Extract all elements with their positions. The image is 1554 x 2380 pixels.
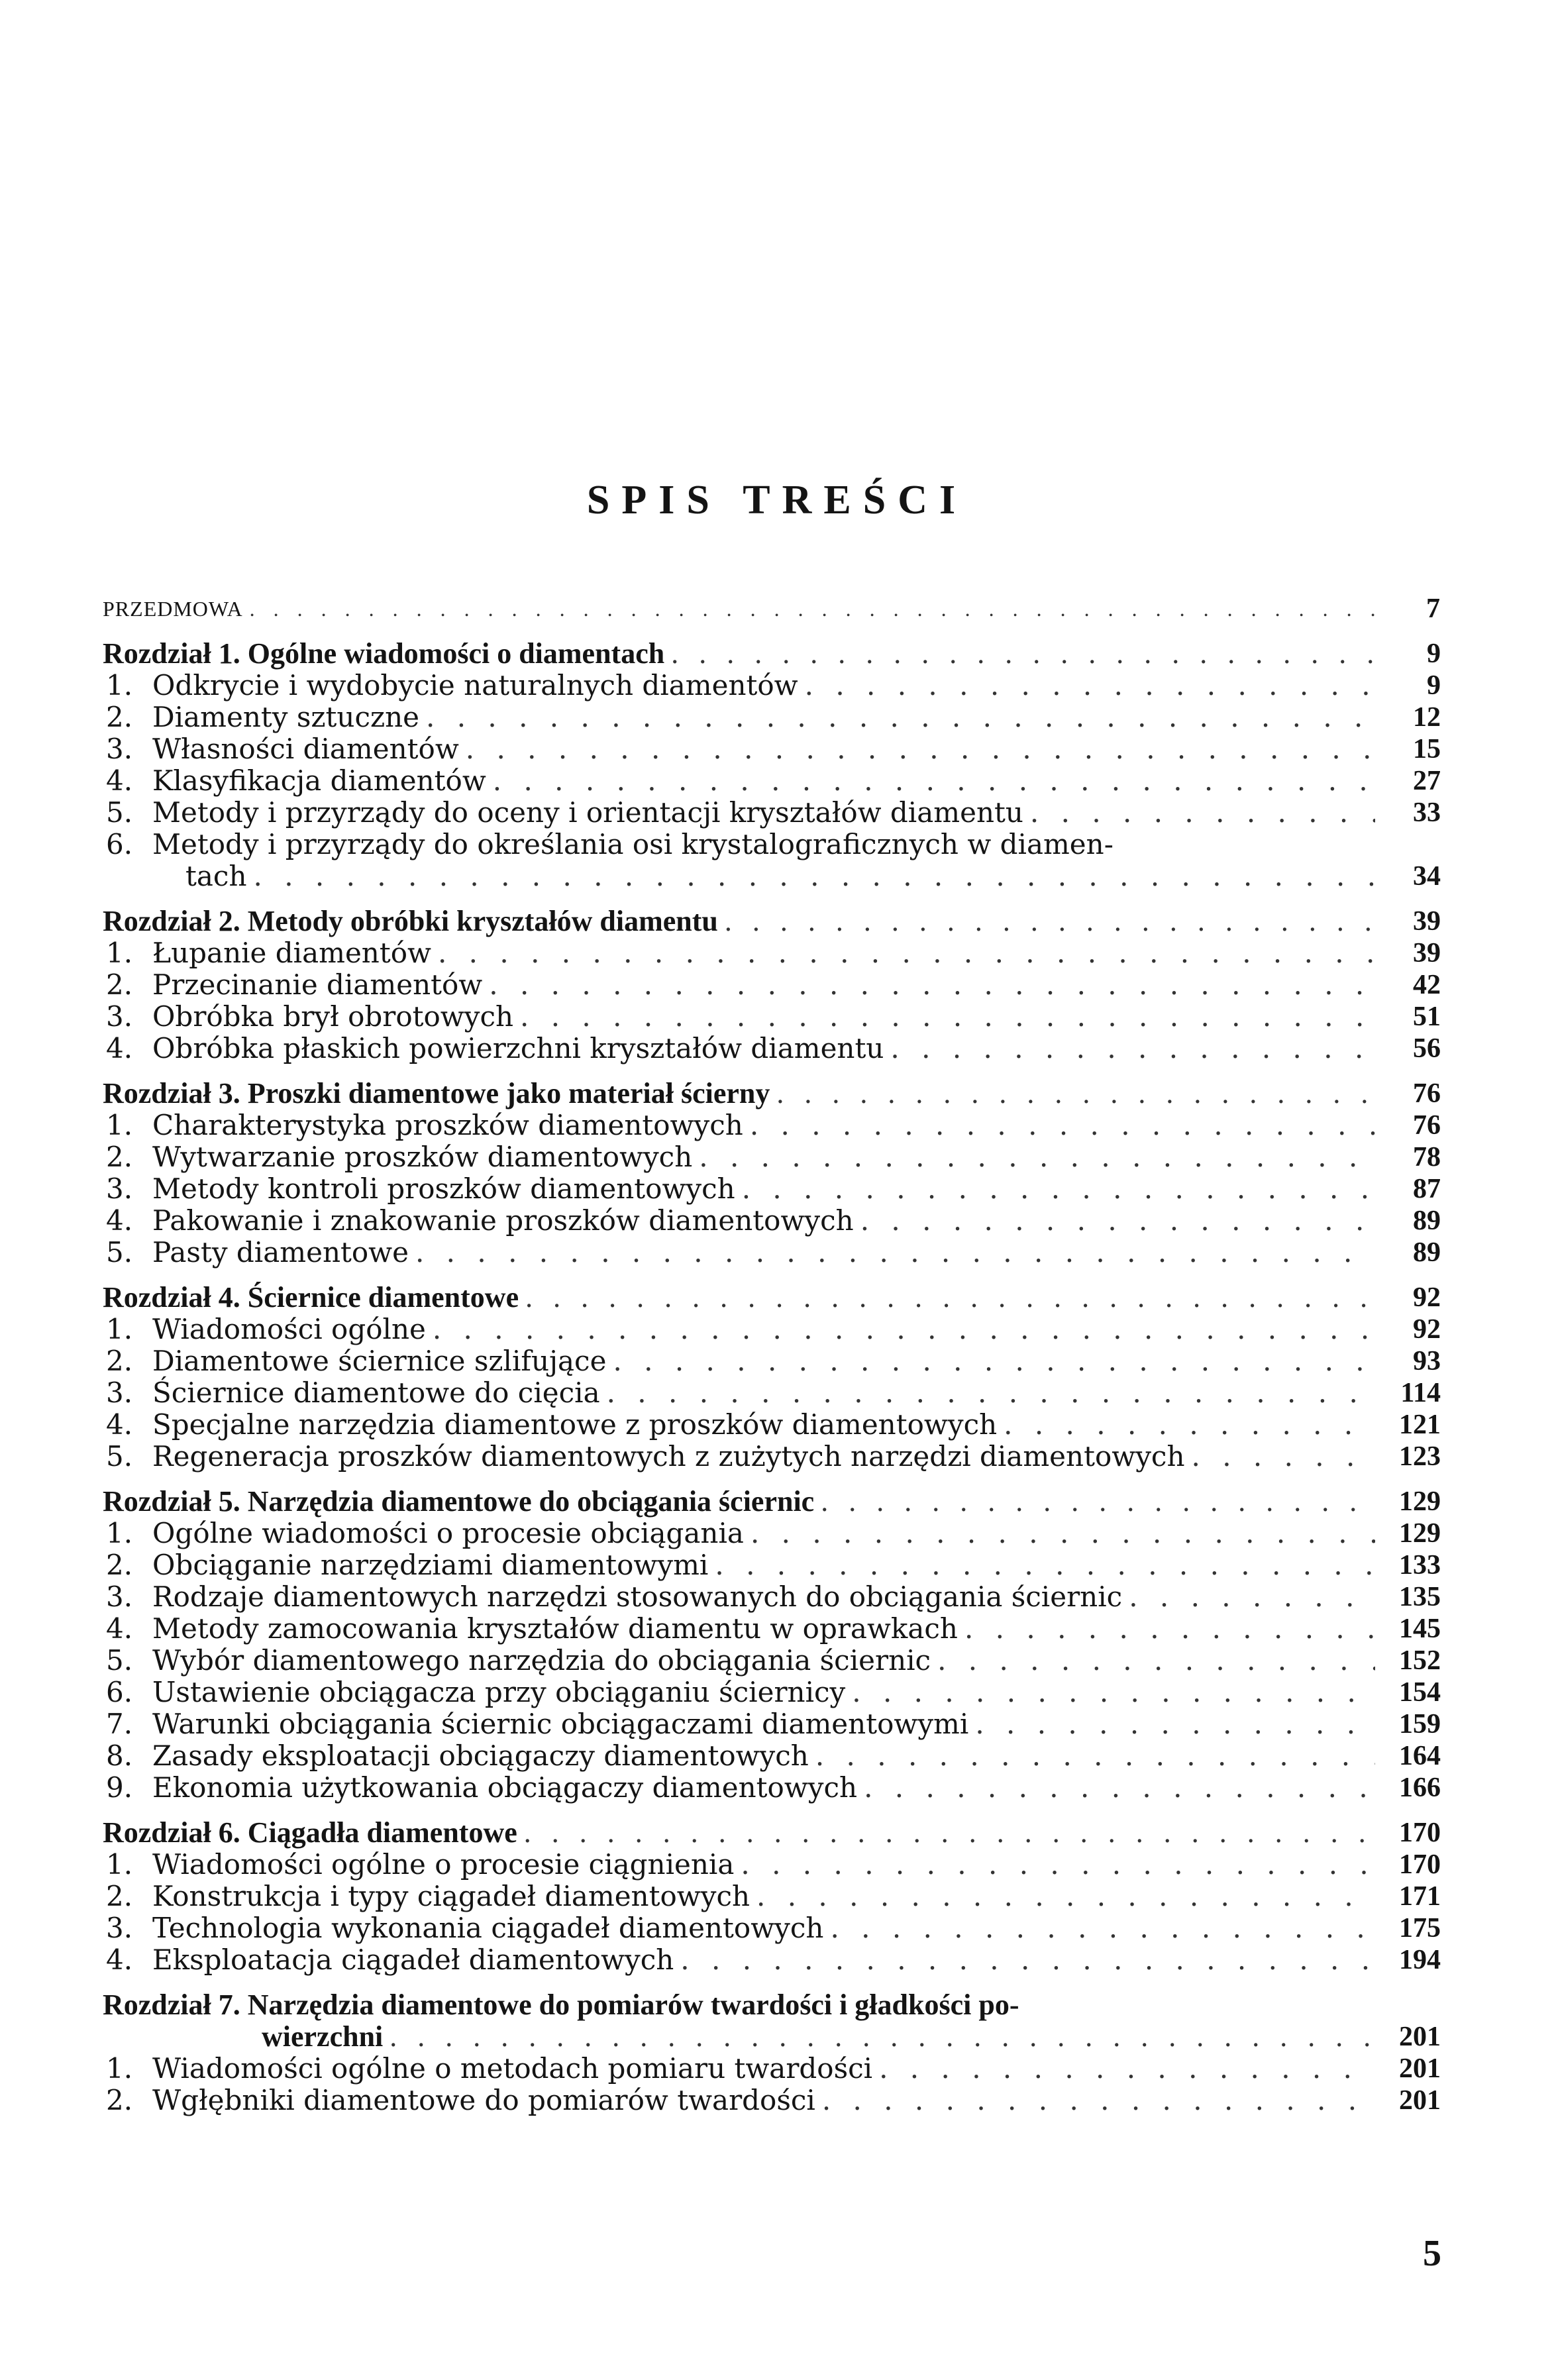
leader-dots bbox=[1030, 797, 1375, 829]
table-of-contents bbox=[103, 593, 1441, 2116]
leader-dots bbox=[937, 1645, 1375, 1677]
toc-page-number: 92 bbox=[1413, 1282, 1441, 1313]
leader-dots bbox=[964, 1613, 1375, 1645]
toc-item-number: 3. bbox=[106, 1172, 133, 1205]
toc-page-number: 159 bbox=[1399, 1709, 1441, 1739]
toc-item[interactable] bbox=[103, 1377, 1441, 1409]
toc-chapter-7-items bbox=[103, 2053, 1441, 2116]
leader-dots bbox=[466, 733, 1375, 765]
toc-item-title: Specjalne narzędzia diamentowe z proszków diamentowych bbox=[152, 1408, 998, 1441]
toc-chapter-label: Rozdział 1. Ogólne wiadomości o diamentach bbox=[103, 637, 665, 670]
toc-item[interactable] bbox=[103, 2085, 1441, 2116]
leader-dots bbox=[715, 1549, 1375, 1581]
toc-item[interactable] bbox=[103, 1740, 1441, 1772]
toc-item-label bbox=[103, 2085, 815, 2116]
toc-item-number: 4. bbox=[106, 1204, 133, 1237]
toc-chapters bbox=[103, 638, 1441, 1976]
toc-preface[interactable] bbox=[103, 593, 1441, 625]
toc-page-number: 9 bbox=[1427, 670, 1441, 701]
toc-item-number: 3. bbox=[106, 733, 133, 765]
toc-item-number: 8. bbox=[106, 1739, 133, 1772]
toc-item-wrapped-line1[interactable] bbox=[103, 829, 1441, 860]
toc-item-number: 1. bbox=[106, 937, 133, 969]
toc-item-label bbox=[103, 1345, 606, 1377]
toc-page-number: 87 bbox=[1413, 1174, 1441, 1204]
toc-item-label bbox=[103, 1409, 997, 1441]
toc-page-number: 135 bbox=[1399, 1582, 1441, 1612]
toc-item-title: Klasyfikacja diamentów bbox=[152, 764, 486, 797]
toc-page-number: 76 bbox=[1413, 1110, 1441, 1141]
toc-page-number: 166 bbox=[1399, 1773, 1441, 1803]
toc-item-number: 2. bbox=[106, 968, 133, 1001]
toc-item-title: Metody i przyrządy do oceny i orientacji kryształów diamentu bbox=[152, 796, 1023, 829]
toc-item-number: 1. bbox=[106, 669, 133, 701]
leader-dots bbox=[879, 2053, 1375, 2085]
toc-page-number: 152 bbox=[1399, 1645, 1441, 1676]
toc-item-number: 7. bbox=[106, 1708, 133, 1740]
toc-chapter-label: Rozdział 6. Ciągadła diamentowe bbox=[103, 1816, 517, 1849]
toc-item-number: 1. bbox=[106, 1848, 133, 1881]
toc-item[interactable] bbox=[103, 797, 1441, 829]
toc-page-number: 201 bbox=[1399, 2022, 1441, 2052]
toc-item-number: 3. bbox=[106, 1912, 133, 1944]
toc-item-number: 5. bbox=[106, 796, 133, 829]
leader-dots bbox=[389, 2021, 1375, 2053]
toc-item[interactable] bbox=[103, 765, 1441, 797]
toc-item-number: 4. bbox=[106, 1408, 133, 1441]
leader-dots bbox=[741, 1849, 1375, 1881]
toc-item-label bbox=[103, 1110, 743, 1141]
toc-item[interactable] bbox=[103, 1518, 1441, 1549]
toc-item-title: Obróbka brył obrotowych bbox=[152, 1000, 514, 1033]
leader-dots bbox=[426, 701, 1375, 733]
toc-item-label bbox=[103, 733, 459, 765]
toc-item[interactable] bbox=[103, 1409, 1441, 1441]
toc-page-number: 170 bbox=[1399, 1818, 1441, 1848]
toc-item-label bbox=[103, 1001, 513, 1033]
toc-preface-label: PRZEDMOWA bbox=[103, 597, 243, 621]
leader-dots bbox=[725, 905, 1375, 937]
toc-item-title: Technologia wykonania ciągadeł diamentowych bbox=[152, 1912, 824, 1944]
toc-chapter-7-line2[interactable] bbox=[103, 2021, 1441, 2053]
toc-item-label bbox=[103, 1645, 931, 1677]
toc-item-title: Konstrukcja i typy ciągadeł diamentowych bbox=[152, 1880, 751, 1912]
toc-page-number: 89 bbox=[1413, 1206, 1441, 1236]
toc-item-number: 2. bbox=[106, 701, 133, 733]
toc-page-number: 175 bbox=[1399, 1913, 1441, 1943]
toc-item-label bbox=[103, 1881, 750, 1912]
toc-item-number: 9. bbox=[106, 1771, 133, 1804]
toc-item-title: Metody kontroli proszków diamentowych bbox=[152, 1172, 735, 1205]
toc-item-label bbox=[103, 1613, 958, 1645]
toc-item[interactable] bbox=[103, 1708, 1441, 1740]
toc-item[interactable] bbox=[103, 1001, 1441, 1033]
leader-dots bbox=[890, 1033, 1375, 1064]
toc-item-title: Obciąganie narzędziami diamentowymi bbox=[152, 1549, 709, 1581]
toc-page-number: 89 bbox=[1413, 1237, 1441, 1268]
leader-dots bbox=[433, 1314, 1375, 1345]
toc-item[interactable] bbox=[103, 670, 1441, 701]
toc-item-number: 2. bbox=[106, 1345, 133, 1377]
toc-page-number: 34 bbox=[1413, 861, 1441, 892]
toc-item[interactable] bbox=[103, 1849, 1441, 1881]
toc-item-title: Ściernice diamentowe do cięcia bbox=[152, 1376, 600, 1409]
toc-item[interactable] bbox=[103, 1613, 1441, 1645]
toc-item[interactable] bbox=[103, 1645, 1441, 1677]
toc-page-number: 171 bbox=[1399, 1881, 1441, 1912]
toc-page-number: 154 bbox=[1399, 1677, 1441, 1708]
leader-dots bbox=[830, 1912, 1375, 1944]
toc-item-title: Metody i przyrządy do określania osi krystalograficznych w diamen- bbox=[152, 828, 1114, 860]
toc-item-label bbox=[103, 1141, 692, 1173]
toc-item-title: Wiadomości ogólne o procesie ciągnienia bbox=[152, 1848, 735, 1881]
toc-page-number: 201 bbox=[1399, 2085, 1441, 2116]
toc-page-number: 164 bbox=[1399, 1741, 1441, 1771]
leader-dots bbox=[751, 1518, 1375, 1549]
toc-page-number: 33 bbox=[1413, 798, 1441, 828]
toc-page-number: 15 bbox=[1413, 734, 1441, 764]
leader-dots bbox=[742, 1173, 1375, 1205]
leader-dots bbox=[493, 765, 1375, 797]
toc-item-number: 2. bbox=[106, 1141, 133, 1173]
toc-item-number: 4. bbox=[106, 764, 133, 797]
leader-dots bbox=[852, 1677, 1375, 1708]
toc-page-number: 123 bbox=[1399, 1441, 1441, 1472]
leader-dots bbox=[860, 1205, 1375, 1237]
toc-item-title: Charakterystyka proszków diamentowych bbox=[152, 1109, 743, 1141]
toc-item-number: 4. bbox=[106, 1032, 133, 1064]
toc-item-label bbox=[103, 937, 431, 969]
toc-item-title: Metody zamocowania kryształów diamentu w oprawkach bbox=[152, 1612, 958, 1645]
leader-dots bbox=[805, 670, 1375, 701]
toc-item-label bbox=[103, 1581, 1122, 1613]
toc-page-number: 114 bbox=[1400, 1378, 1441, 1408]
leader-dots bbox=[671, 638, 1375, 670]
toc-item-title: Odkrycie i wydobycie naturalnych diamentów bbox=[152, 669, 798, 701]
toc-page-number: 129 bbox=[1399, 1486, 1441, 1517]
leader-dots bbox=[613, 1345, 1375, 1377]
page-folio: 5 bbox=[1423, 2233, 1441, 2274]
leader-dots bbox=[756, 1881, 1375, 1912]
leader-dots bbox=[822, 2085, 1375, 2116]
toc-item-label bbox=[103, 969, 482, 1001]
toc-item-title: Rodzaje diamentowych narzędzi stosowanych do obciągania ściernic bbox=[152, 1580, 1123, 1613]
toc-chapter-7-line1[interactable] bbox=[103, 1989, 1441, 2021]
toc-item[interactable] bbox=[103, 1345, 1441, 1377]
toc-item-number: 2. bbox=[106, 2084, 133, 2116]
toc-page-number: 194 bbox=[1399, 1945, 1441, 1975]
leader-dots bbox=[750, 1110, 1375, 1141]
toc-item[interactable] bbox=[103, 1314, 1441, 1345]
toc-item-title: Ogólne wiadomości o procesie obciągania bbox=[152, 1517, 744, 1549]
toc-item[interactable] bbox=[103, 1772, 1441, 1804]
toc-item-number: 3. bbox=[106, 1580, 133, 1613]
toc-item-number: 1. bbox=[106, 1109, 133, 1141]
toc-page-number: 76 bbox=[1413, 1078, 1441, 1109]
toc-item[interactable] bbox=[103, 1677, 1441, 1708]
toc-page-number: 39 bbox=[1413, 906, 1441, 937]
toc-page-number: 133 bbox=[1399, 1550, 1441, 1580]
leader-dots bbox=[1004, 1409, 1375, 1441]
toc-item-label bbox=[103, 1677, 845, 1708]
toc-item-label bbox=[103, 1237, 409, 1268]
toc-item-label bbox=[103, 1441, 1185, 1473]
leader-dots bbox=[1129, 1581, 1375, 1613]
toc-item-label bbox=[103, 1314, 426, 1345]
toc-page-number: 93 bbox=[1413, 1346, 1441, 1376]
toc-item-title: Diamenty sztuczne bbox=[152, 701, 419, 733]
toc-page-number: 9 bbox=[1427, 639, 1441, 669]
toc-item-number: 1. bbox=[106, 1517, 133, 1549]
toc-item-number: 5. bbox=[106, 1236, 133, 1268]
toc-item[interactable] bbox=[103, 937, 1441, 969]
toc-item-label bbox=[103, 797, 1023, 829]
toc-item[interactable] bbox=[103, 733, 1441, 765]
toc-item-title: Obróbka płaskich powierzchni kryształów diamentu bbox=[152, 1032, 884, 1064]
toc-item-label bbox=[103, 1708, 968, 1740]
toc-page-number: 201 bbox=[1399, 2053, 1441, 2084]
toc-item-label bbox=[103, 1518, 744, 1549]
toc-item-number: 5. bbox=[106, 1644, 133, 1677]
toc-chapter-label: Rozdział 3. Proszki diamentowe jako materiał ścierny bbox=[103, 1077, 770, 1110]
leader-dots bbox=[975, 1708, 1375, 1740]
leader-dots bbox=[415, 1237, 1375, 1268]
leader-dots bbox=[1192, 1441, 1376, 1473]
toc-item-label bbox=[103, 1377, 600, 1409]
toc-item-number: 5. bbox=[106, 1440, 133, 1473]
toc-item[interactable] bbox=[103, 1141, 1441, 1173]
toc-item-wrapped-line2[interactable] bbox=[103, 860, 1441, 892]
toc-page-number: 56 bbox=[1413, 1033, 1441, 1064]
toc-item-number: 2. bbox=[106, 1549, 133, 1581]
toc-item[interactable] bbox=[103, 1441, 1441, 1473]
toc-item-title: Wytwarzanie proszków diamentowych bbox=[152, 1141, 693, 1173]
toc-chapter-label: Rozdział 4. Ściernice diamentowe bbox=[103, 1281, 519, 1314]
toc-item[interactable] bbox=[103, 969, 1441, 1001]
toc-item-label bbox=[103, 1849, 734, 1881]
toc-item[interactable] bbox=[103, 1237, 1441, 1268]
toc-item[interactable] bbox=[103, 1173, 1441, 1205]
toc-item[interactable] bbox=[103, 701, 1441, 733]
toc-item-title: Pakowanie i znakowanie proszków diamentowych bbox=[152, 1204, 854, 1237]
toc-chapter-label: Rozdział 2. Metody obróbki kryształów diamentu bbox=[103, 905, 718, 937]
toc-item-title: Przecinanie diamentów bbox=[152, 968, 483, 1001]
toc-item-number: 2. bbox=[106, 1880, 133, 1912]
toc-page-number: 39 bbox=[1413, 938, 1441, 968]
toc-item-title: Własności diamentów bbox=[152, 733, 459, 765]
toc-page-number: 92 bbox=[1413, 1314, 1441, 1345]
leader-dots bbox=[821, 1486, 1375, 1518]
toc-chapter-label-cont: wierzchni bbox=[262, 2020, 384, 2053]
toc-page-number: 129 bbox=[1399, 1518, 1441, 1549]
toc-page-number: 42 bbox=[1413, 970, 1441, 1000]
toc-item-number: 4. bbox=[106, 1612, 133, 1645]
toc-item-label bbox=[103, 1173, 735, 1205]
leader-dots bbox=[524, 1817, 1375, 1849]
leader-dots bbox=[250, 593, 1375, 625]
leader-dots bbox=[438, 937, 1375, 969]
leader-dots bbox=[815, 1740, 1375, 1772]
toc-chapter-3[interactable] bbox=[103, 1078, 1441, 1110]
toc-item-label bbox=[103, 1740, 809, 1772]
toc-item-label bbox=[103, 2053, 872, 2085]
toc-item-title: Łupanie diamentów bbox=[152, 937, 431, 969]
toc-item-number: 3. bbox=[106, 1000, 133, 1033]
toc-item-label bbox=[103, 1772, 857, 1804]
toc-item-number: 3. bbox=[106, 1376, 133, 1409]
toc-item-label bbox=[103, 1549, 708, 1581]
toc-chapter-1[interactable] bbox=[103, 638, 1441, 670]
toc-item-title: Wybór diamentowego narzędzia do obciągania ściernic bbox=[152, 1644, 931, 1677]
toc-item[interactable] bbox=[103, 1549, 1441, 1581]
toc-chapter-label: Rozdział 5. Narzędzia diamentowe do obciągania ściernic bbox=[103, 1485, 815, 1518]
toc-item[interactable] bbox=[103, 1944, 1441, 1976]
toc-chapter-2[interactable] bbox=[103, 905, 1441, 937]
toc-page-number: 27 bbox=[1413, 766, 1441, 796]
toc-item[interactable] bbox=[103, 1881, 1441, 1912]
toc-page-number: 121 bbox=[1399, 1410, 1441, 1440]
toc-item-title: Warunki obciągania ściernic obciągaczami diamentowymi bbox=[152, 1708, 969, 1740]
leader-dots bbox=[489, 969, 1375, 1001]
toc-item[interactable] bbox=[103, 2053, 1441, 2085]
toc-page-number: 12 bbox=[1413, 702, 1441, 733]
toc-item-label bbox=[103, 701, 419, 733]
toc-page-number: 145 bbox=[1399, 1614, 1441, 1644]
leader-dots bbox=[776, 1078, 1375, 1110]
toc-item-title: Ustawienie obciągacza przy obciąganiu ściernicy bbox=[152, 1676, 846, 1708]
toc-item-title: Wiadomości ogólne o metodach pomiaru twardości bbox=[152, 2052, 873, 2085]
toc-item-label bbox=[103, 765, 486, 797]
toc-item-title: Zasady eksploatacji obciągaczy diamentowych bbox=[152, 1739, 809, 1772]
leader-dots bbox=[607, 1377, 1375, 1409]
toc-chapter-label: Rozdział 7. Narzędzia diamentowe do pomiarów twardości i gładkości po- bbox=[103, 1989, 1019, 2021]
leader-dots bbox=[525, 1282, 1375, 1314]
leader-dots bbox=[864, 1772, 1375, 1804]
toc-item[interactable] bbox=[103, 1912, 1441, 1944]
toc-page-number: 170 bbox=[1399, 1849, 1441, 1880]
toc-item-number: 6. bbox=[106, 1676, 133, 1708]
page-title: SPIS TREŚCI bbox=[586, 478, 968, 523]
toc-item-title: Eksploatacja ciągadeł diamentowych bbox=[152, 1943, 674, 1976]
toc-item-title: Diamentowe ściernice szlifujące bbox=[152, 1345, 607, 1377]
toc-item-title-cont: tach bbox=[185, 860, 247, 892]
toc-item-label bbox=[103, 1912, 823, 1944]
toc-item-number: 1. bbox=[106, 2052, 133, 2085]
leader-dots bbox=[520, 1001, 1375, 1033]
toc-item-title: Regeneracja proszków diamentowych z zużytych narzędzi diamentowych bbox=[152, 1440, 1185, 1473]
toc-item-title: Wgłębniki diamentowe do pomiarów twardości bbox=[152, 2084, 815, 2116]
toc-chapter-5[interactable] bbox=[103, 1486, 1441, 1518]
toc-page-number: 7 bbox=[1426, 594, 1441, 624]
toc-page-number: 78 bbox=[1413, 1142, 1441, 1172]
toc-item-label bbox=[103, 670, 798, 701]
leader-dots bbox=[254, 860, 1376, 892]
toc-item-label bbox=[103, 1205, 854, 1237]
toc-chapter-6[interactable] bbox=[103, 1817, 1441, 1849]
leader-dots bbox=[680, 1944, 1375, 1976]
toc-item-number: 6. bbox=[106, 828, 133, 860]
toc-item-number: 4. bbox=[106, 1943, 133, 1976]
leader-dots bbox=[699, 1141, 1375, 1173]
toc-item[interactable] bbox=[103, 1205, 1441, 1237]
toc-chapter-4[interactable] bbox=[103, 1282, 1441, 1314]
toc-item-title: Ekonomia użytkowania obciągaczy diamentowych bbox=[152, 1771, 858, 1804]
toc-item[interactable] bbox=[103, 1581, 1441, 1613]
toc-item[interactable] bbox=[103, 1110, 1441, 1141]
toc-item[interactable] bbox=[103, 1033, 1441, 1064]
toc-item-label bbox=[103, 1944, 674, 1976]
toc-item-number: 1. bbox=[106, 1313, 133, 1345]
toc-item-title: Pasty diamentowe bbox=[152, 1236, 409, 1268]
toc-item-title: Wiadomości ogólne bbox=[152, 1313, 426, 1345]
toc-page-number: 51 bbox=[1413, 1002, 1441, 1032]
toc-item-label bbox=[103, 1033, 884, 1064]
